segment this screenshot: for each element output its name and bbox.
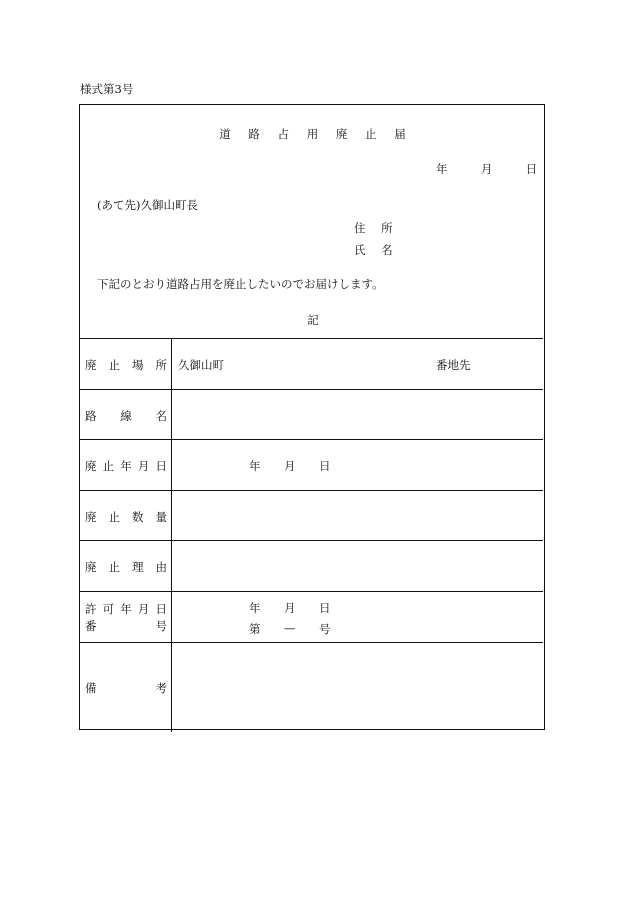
row-permit — [80, 592, 543, 643]
row-route — [80, 390, 543, 440]
abolish-date-month: 月 — [284, 459, 296, 473]
location-suffix: 番地先 — [436, 358, 471, 372]
date-year: 年 — [436, 162, 448, 176]
submission-date — [436, 161, 537, 177]
name-label: 氏 名 — [354, 243, 399, 257]
address-label: 住 所 — [354, 221, 399, 235]
details-table — [80, 338, 543, 732]
abolish-date-label: 廃 止 年 月 日 — [85, 459, 167, 473]
permit-number-label: 番 号 — [85, 619, 167, 633]
permit-date-label: 許 可 年 月 日 — [85, 602, 167, 616]
permit-year: 年 — [249, 601, 261, 615]
permit-go: 号 — [319, 622, 331, 636]
row-quantity — [80, 491, 543, 541]
form-frame — [79, 104, 545, 730]
abolish-date-year: 年 — [249, 459, 261, 473]
permit-month: 月 — [284, 601, 296, 615]
permit-dai: 第 — [249, 622, 261, 636]
form-number: 様式第3号 — [80, 82, 134, 96]
remarks-label: 備 考 — [85, 681, 167, 695]
form-title: 道 路 占 用 廃 止 届 — [219, 127, 413, 141]
permit-dash: — — [284, 621, 296, 635]
ki-heading: 記 — [307, 313, 319, 327]
reason-label: 廃 止 理 由 — [85, 560, 167, 574]
row-location — [80, 339, 543, 390]
date-day: 日 — [525, 162, 538, 176]
route-label: 路 線 名 — [85, 409, 167, 423]
statement-text: 下記のとおり道路占用を廃止したいのでお届けします。 — [97, 277, 384, 291]
abolish-date-day: 日 — [319, 459, 331, 473]
location-town: 久御山町 — [178, 358, 224, 372]
date-month: 月 — [480, 162, 493, 176]
recipient: (あて先)久御山町長 — [97, 198, 198, 212]
quantity-label: 廃 止 数 量 — [85, 510, 167, 524]
row-remarks — [80, 643, 543, 732]
row-abolish-date — [80, 440, 543, 491]
location-label: 廃 止 場 所 — [85, 358, 167, 372]
row-reason — [80, 541, 543, 592]
permit-day: 日 — [319, 601, 331, 615]
